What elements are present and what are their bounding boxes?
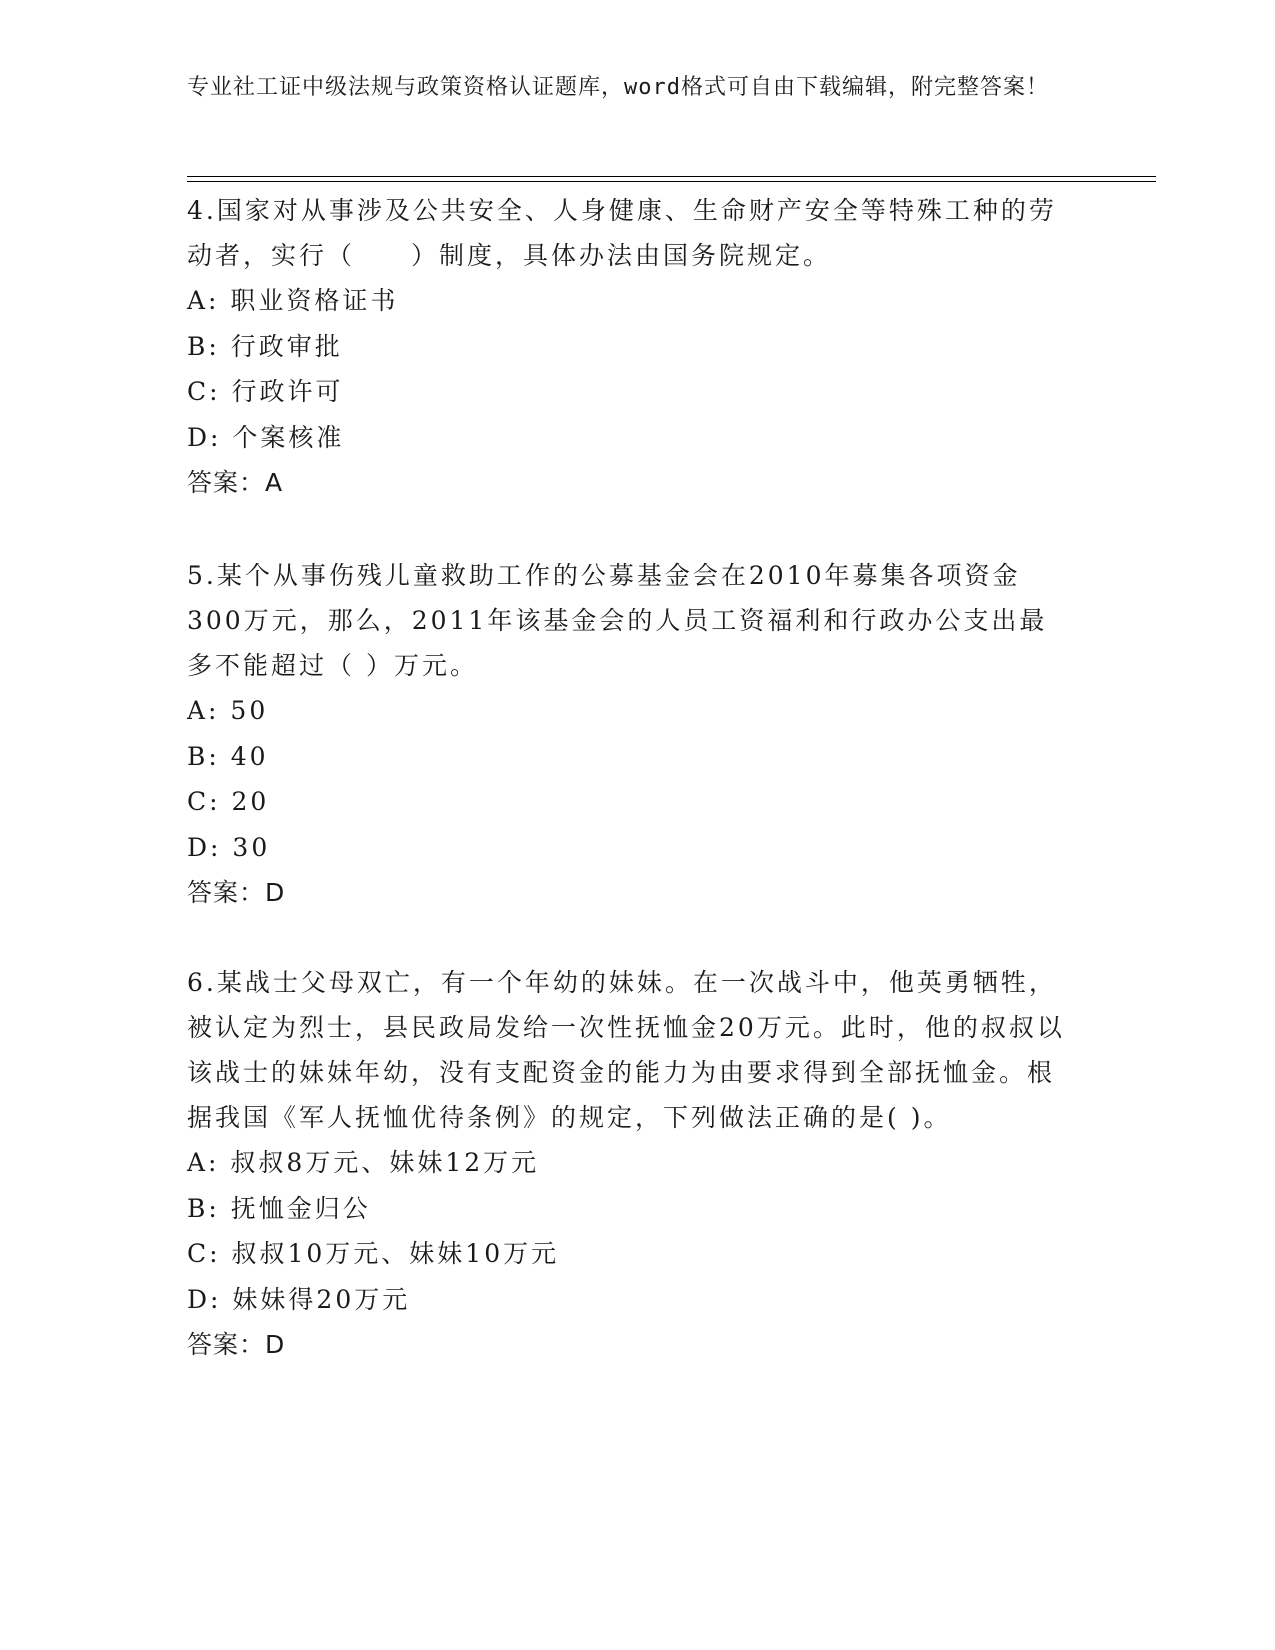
question-stem: 4.国家对从事涉及公共安全、人身健康、生命财产安全等特殊工种的劳动者，实行（ ）制度，具体办法由国务院规定。 — [187, 196, 1057, 270]
question-6 — [187, 960, 1067, 1367]
question-5 — [187, 553, 1067, 915]
option-d: D: 妹妹得20万元 — [187, 1284, 411, 1314]
option-d: D: 个案核准 — [187, 422, 345, 452]
document-header: 专业社工证中级法规与政策资格认证题库，word格式可自由下载编辑，附完整答案！ — [187, 75, 1049, 100]
answer-line: 答案：D — [187, 1330, 286, 1359]
option-d: D: 30 — [187, 832, 271, 862]
option-a: A: 叔叔8万元、妹妹12万元 — [187, 1148, 540, 1177]
header-divider-bottom — [187, 181, 1156, 182]
option-b: B: 40 — [187, 741, 269, 771]
option-b: B: 行政审批 — [187, 331, 343, 361]
question-stem: 6.某战士父母双亡，有一个年幼的妹妹。在一次战斗中，他英勇牺牲，被认定为烈士，县民政局发给一次性抚恤金20万元。此时，他的叔叔以该战士的妹妹年幼，没有支配资金的能力为由要求得到全部抚恤金。根据我国《军人抚恤优待条例》的规定，下列做法正确的是( )。 — [187, 968, 1065, 1132]
option-b: B: 抚恤金归公 — [187, 1193, 371, 1223]
option-c: C: 叔叔10万元、妹妹10万元 — [187, 1239, 560, 1268]
answer-line: 答案：A — [187, 468, 284, 497]
option-a: A: 50 — [187, 696, 269, 725]
option-a: A: 职业资格证书 — [187, 286, 399, 315]
option-c: C: 20 — [187, 787, 270, 816]
question-stem: 5.某个从事伤残儿童救助工作的公募基金会在2010年募集各项资金300万元，那么，2011年该基金会的人员工资福利和行政办公支出最多不能超过（ ）万元。 — [187, 561, 1048, 680]
answer-line: 答案：D — [187, 878, 286, 907]
question-4 — [187, 188, 1067, 505]
header-divider-top — [187, 176, 1156, 177]
option-c: C: 行政许可 — [187, 377, 344, 406]
